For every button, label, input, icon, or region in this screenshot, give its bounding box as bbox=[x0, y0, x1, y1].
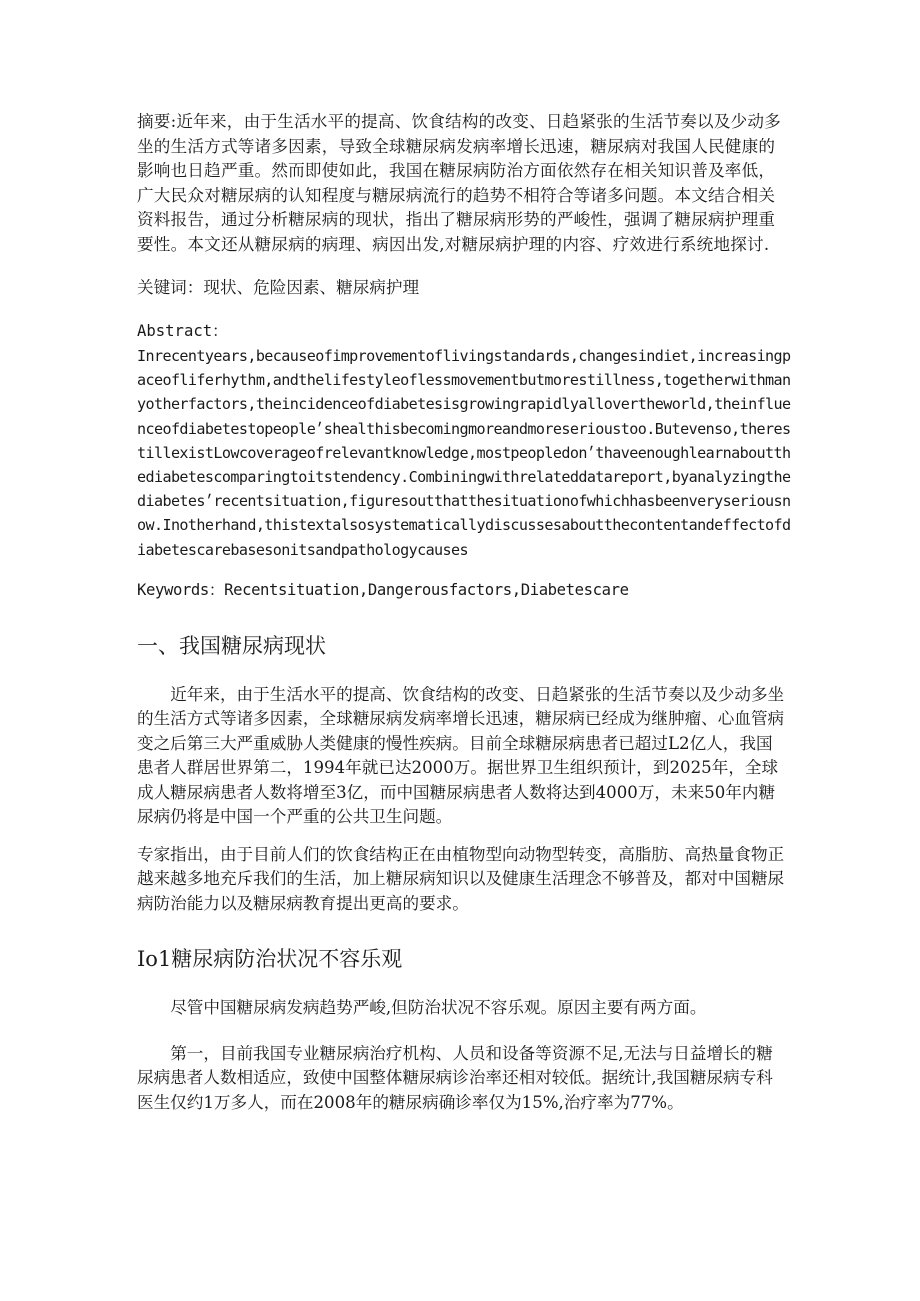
abstract-english-text: Inrecentyears,becauseofimprovementoflivingstandards,changesindiet,increasingpaceofliferhythm,andthelifestyleoflessmovementbutmorestillness,togetherwithmanyotherfactors,theincidenceofdiabetesisgrowingrapidlyallovertheworld,theinfluenceofdiabetestopeople׳shealthisbecomingmoreandmoreserioustoo.Butevenso,therestillexistLowcoverageofrelevantknowledge,mostpeopledon׳thaveenoughlearnaboutthediabetescomparingtoitstendency.Combiningwithrelateddatareport,byanalyzingthediabetes׳recentsituation,figuresoutthatthesituationofwhichhasbeenveryseriousnow.Inotherhand,thistextalsosystematicallydiscussesaboutthecontentandeffectofdiabetescarebasesonitsandpathologycauses bbox=[137, 347, 791, 559]
section-heading-current-status: 一、我国糖尿病现状 bbox=[137, 634, 326, 658]
abstract-chinese-text: 近年来，由于生活水平的提高、饮食结构的改变、日趋紧张的生活节奏以及少动多坐的生活方式等诸多因素，导致全球糖尿病发病率增长迅速，糖尿病对我国人民健康的影响也日趋严重。然而即使如此，我国在糖尿病防治方面依然存在相关知识普及率低，广大民众对糖尿病的认知程度与糖尿病流行的趋势不相符合等诸多问题。本文结合相关资料报告，通过分析糖尿病的现状，指出了糖尿病形势的严峻性，强调了糖尿病护理重要性。本文还从糖尿病的病理、病因出发,对糖尿病护理的内容、疗效进行系统地探讨. bbox=[137, 112, 781, 254]
keywords-english-label: Keywords： bbox=[137, 581, 225, 599]
section-2-paragraph-2: 第一，目前我国专业糖尿病治疗机构、人员和设备等资源不足,无法与日益增长的糖尿病患者人数相适应，致使中国整体糖尿病诊治率还相对较低。据统计,我国糖尿病专科医生仅约1万多人，而在2008年的糖尿病确诊率仅为15%,治疗率为77%。 bbox=[137, 1044, 773, 1112]
abstract-english-label: Abstract： bbox=[137, 322, 228, 340]
section-heading-prevention-status: Io1糖尿病防治状况不容乐观 bbox=[137, 947, 403, 971]
abstract-chinese-label: 摘要: bbox=[137, 112, 177, 131]
keywords-chinese-label: 关键词： bbox=[137, 278, 204, 297]
keywords-english-text: Recentsituation,Dangerousfactors,Diabetescare bbox=[224, 581, 629, 599]
section-1-paragraph-1: 近年来，由于生活水平的提高、饮食结构的改变、日趋紧张的生活节奏以及少动多坐的生活方式等诸多因素，全球糖尿病发病率增长迅速，糖尿病已经成为继肿瘤、心血管病变之后第三大严重威胁人类健康的慢性疾病。目前全球糖尿病患者已超过L2亿人，我国患者人群居世界第二，1994年就已达2000万。据世界卫生组织预计，到2025年，全球成人糖尿病患者人数将增至3亿，而中国糖尿病患者人数将达到4000万，未来50年内糖尿病仍将是中国一个严重的公共卫生问题。 bbox=[137, 685, 785, 827]
keywords-chinese-text: 现状、危险因素、糖尿病护理 bbox=[203, 278, 420, 297]
keywords-english bbox=[137, 578, 787, 603]
abstract-chinese bbox=[137, 110, 787, 258]
section-2-paragraph-1: 尽管中国糖尿病发病趋势严峻,但防治状况不容乐观。原因主要有两方面。 bbox=[170, 998, 707, 1017]
section-1-paragraph-2: 专家指出，由于目前人们的饮食结构正在由植物型向动物型转变，高脂肪、高热量食物正越来越多地充斥我们的生活，加上糖尿病知识以及健康生活理念不够普及，都对中国糖尿病防治能力以及糖尿病教育提出更高的要求。 bbox=[137, 845, 785, 913]
keywords-chinese bbox=[137, 276, 787, 301]
